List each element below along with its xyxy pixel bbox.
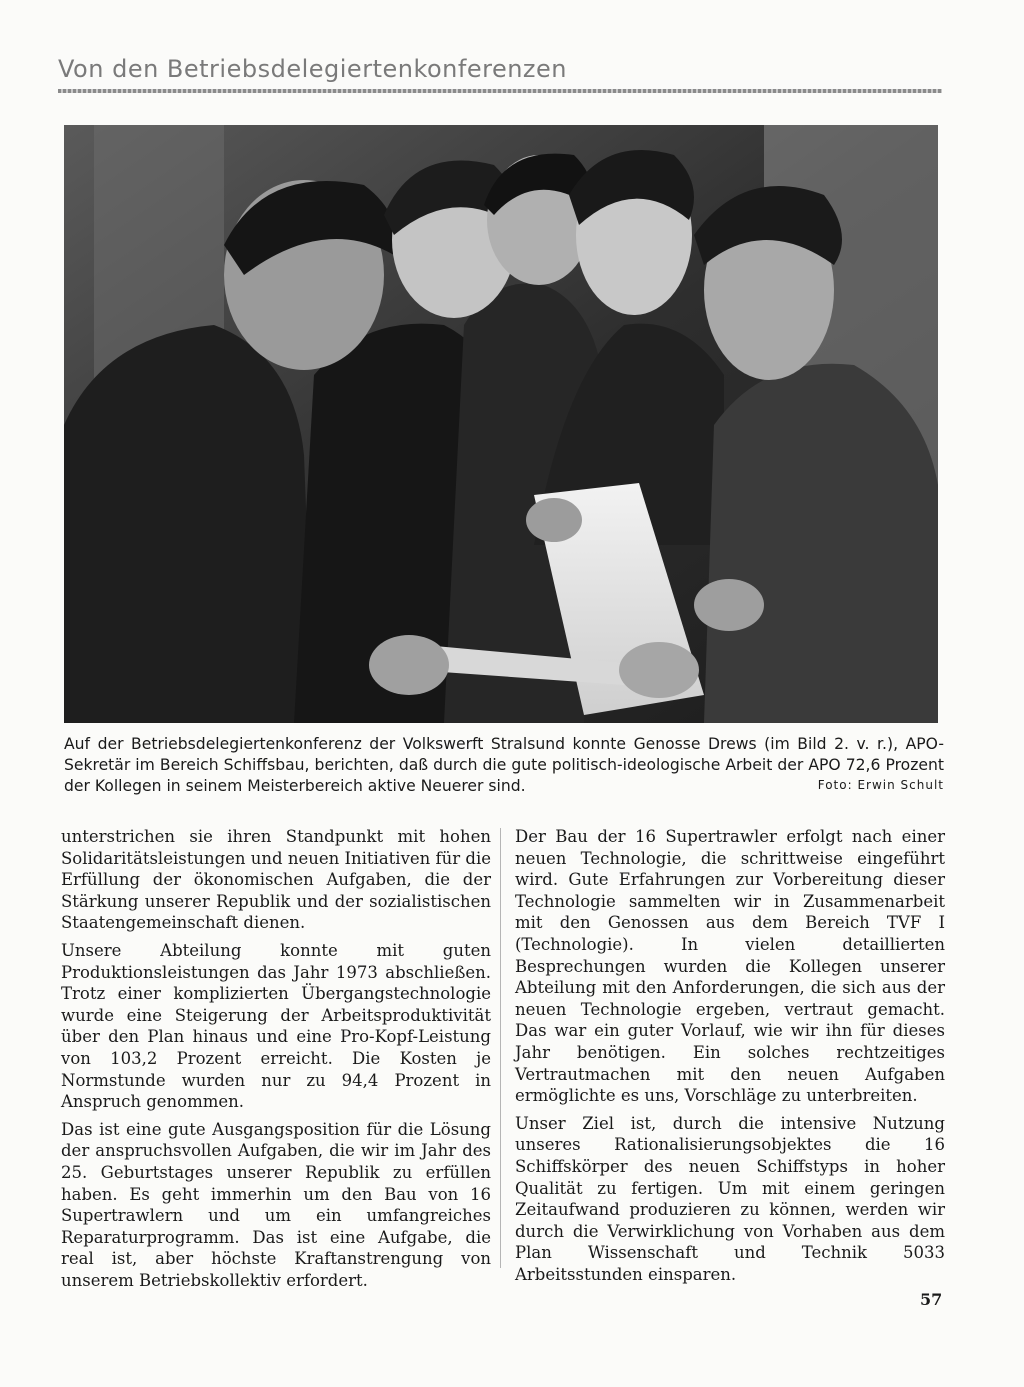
hand [526, 498, 582, 542]
photo-caption [64, 734, 944, 797]
hand [619, 642, 699, 698]
group-photo [64, 125, 938, 723]
person-1-body [64, 325, 314, 723]
paragraph: Unser Ziel ist, durch die intensive Nutzung unseres Rationalisierungsobjektes die 16 Schiffskörper des neuen Schiffstyps in hoher Qualität zu fertigen. Um mit einem geringen Zeitaufwand produzieren zu können, werden wir durch die Verwirklichung von Vorhaben aus dem Plan Wissenschaft und Technik 5033 Arbeitsstunden einsparen. [515, 1113, 945, 1284]
article-left-column [61, 826, 491, 1297]
hand [694, 579, 764, 631]
section-title: Von den Betriebsdelegiertenkonferenzen [58, 55, 567, 83]
caption-text: Auf der Betriebsdelegiertenkonferenz der Volkswerft Stralsund konnte Genosse Drews (im Bild 2. v. r.), APO-Sekretär im Bereich Schiffsbau, berichten, daß durch die gute politisch-ideologische Arbeit der APO 72,6 Prozent der Kollegen in seinem Meisterbereich aktive Neuerer sind. [64, 735, 944, 795]
paragraph: Der Bau der 16 Supertrawler erfolgt nach einer neuen Technologie, die schrittweise eingeführt wird. Gute Erfahrungen zur Vorbereitung dieser Technologie sammelten wir in Zusammenarbeit mit den Genossen aus dem Bereich TVF I (Technologie). In vielen detaillierten Besprechungen wurden die Kollegen unserer Abteilung mit den Anforderungen, die sich aus der neuen Technologie ergeben, vertraut gemacht. Das war ein guter Vorlauf, wie wir ihn für dieses Jahr benötigen. Ein solches rechtzeitiges Vertrautmachen mit den neuen Aufgaben ermöglichte es uns, Vorschläge zu unterbreiten. [515, 827, 945, 1106]
photo-illustration [64, 125, 938, 723]
paragraph: unterstrichen sie ihren Standpunkt mit hohen Solidaritätsleistungen und neuen Initiativen für die Erfüllung der ökonomischen Aufgaben, die der Stärkung unserer Republik und der sozialistischen Staatengemeinschaft dienen. [61, 827, 492, 933]
paragraph: Unsere Abteilung konnte mit guten Produktionsleistungen das Jahr 1973 abschließen. Trotz einer komplizierten Übergangstechnologie wurde eine Steigerung der Arbeitsproduktivität über den Plan hinaus und eine Pro-Kopf-Leistung von 103,2 Prozent erreicht. Die Kosten je Normstunde wurden nur zu 94,4 Prozent in Anspruch genommen. [61, 940, 491, 1112]
person-5-body [704, 364, 938, 723]
photo-credit: Foto: Erwin Schult [817, 778, 944, 792]
hand [369, 635, 449, 695]
title-rule [58, 89, 942, 93]
column-divider [500, 828, 501, 1268]
paragraph: Das ist eine gute Ausgangsposition für die Lösung der anspruchsvollen Aufgaben, die wir im Jahr des 25. Geburtstages unserer Republik zu erfüllen haben. Es geht immerhin um den Bau von 16 Supertrawlern und um ein umfangreiches Reparaturprogramm. Das ist eine Aufgabe, die real ist, aber höchste Kraftanstrengung von unserem Betriebskollektiv erfordert. [61, 1119, 491, 1290]
page-number: 57 [920, 1290, 943, 1309]
article-right-column [515, 826, 945, 1291]
